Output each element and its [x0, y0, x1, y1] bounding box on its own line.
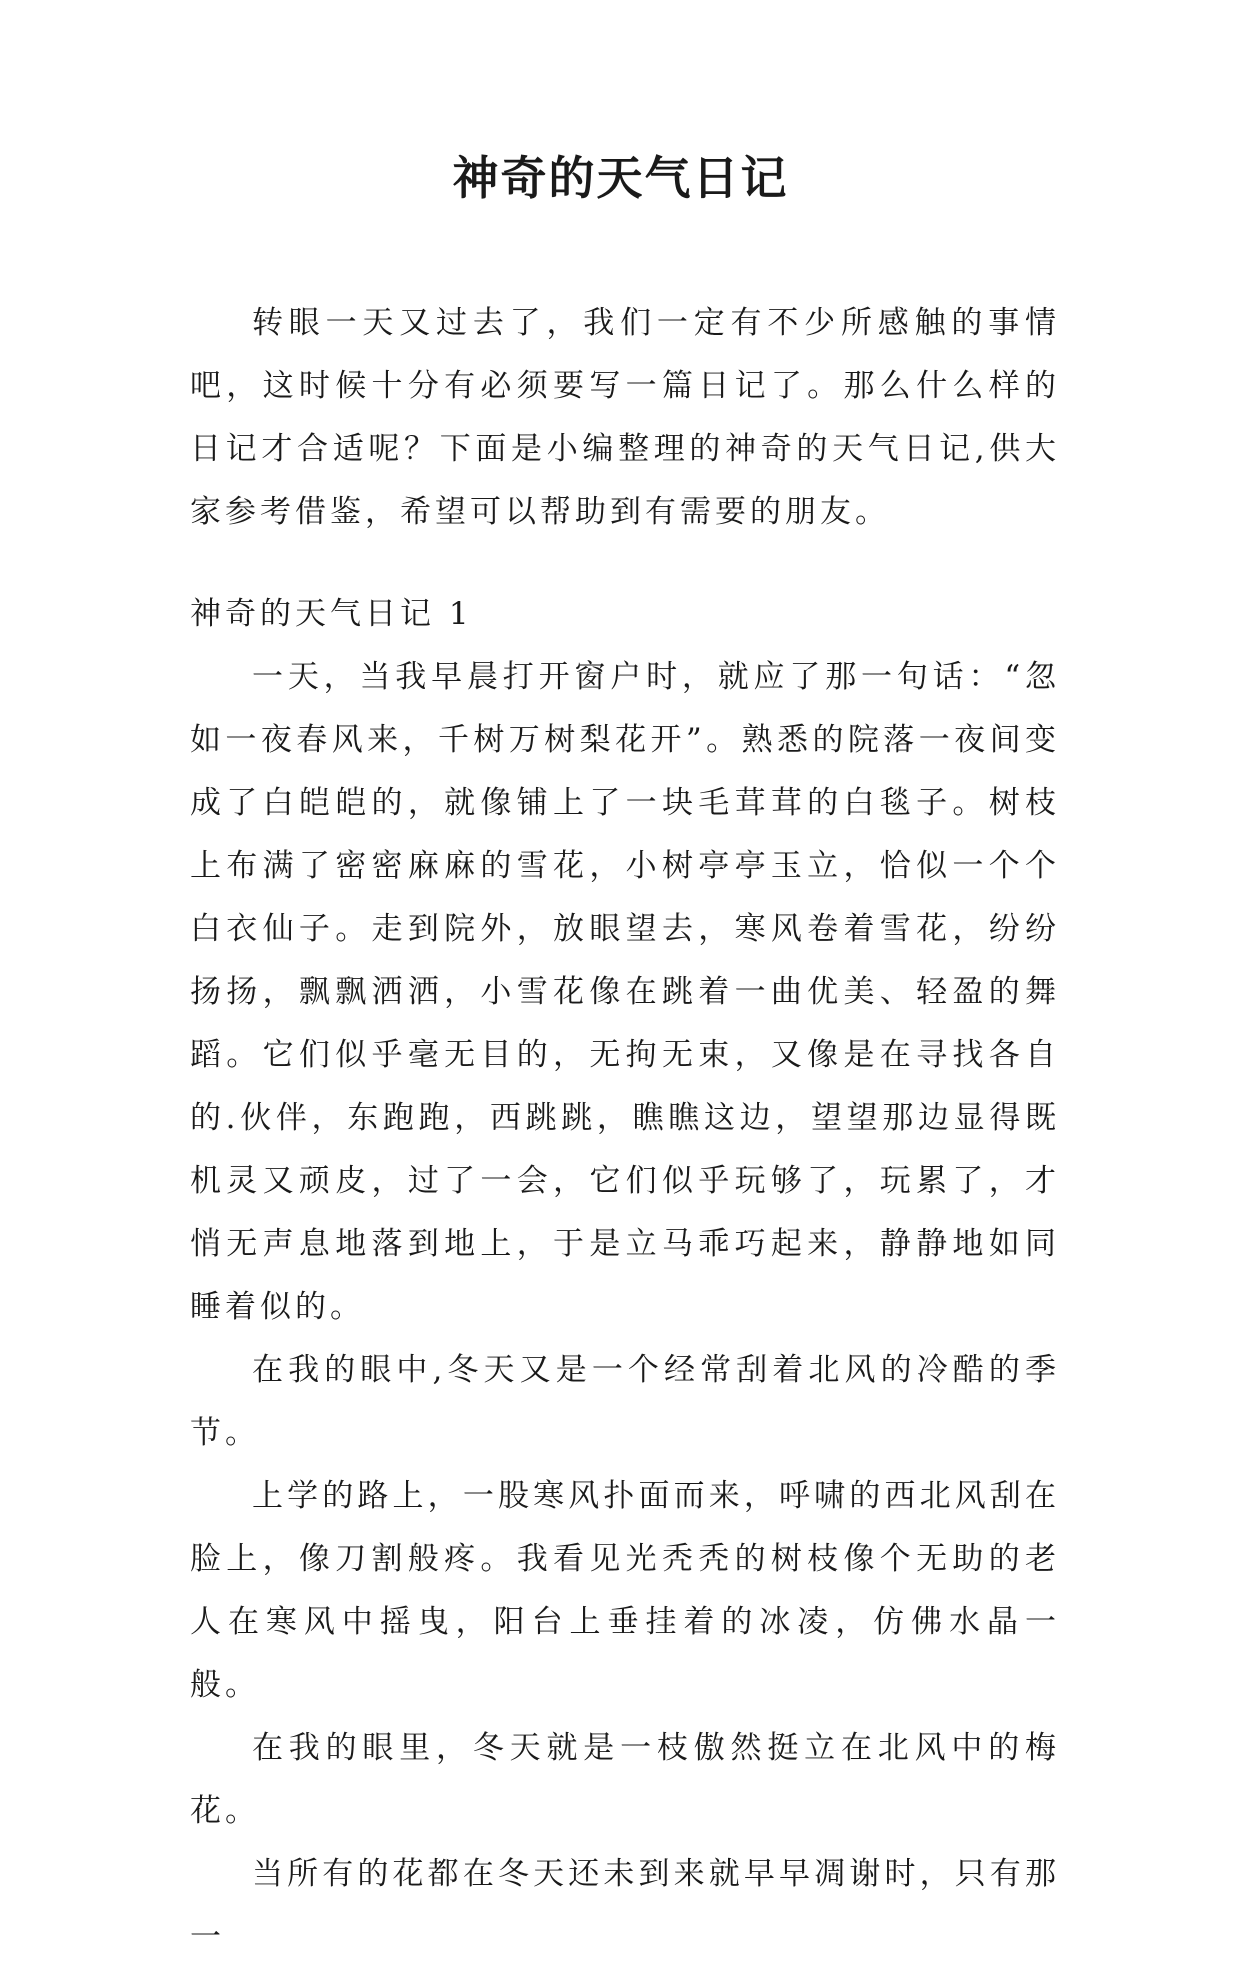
intro-paragraph: 转眼一天又过去了，我们一定有不少所感触的事情吧，这时候十分有必须要写一篇日记了。那么什么样的日记才合适呢？下面是小编整理的神奇的天气日记,供大家参考借鉴，希望可以帮助到有需要的朋友。: [190, 305, 1060, 530]
body-paragraph: 在我的眼中,冬天又是一个经常刮着北风的冷酷的季节。: [190, 1352, 1060, 1451]
body-paragraph: 上学的路上，一股寒风扑面而来，呼啸的西北风刮在脸上，像刀割般疼。我看见光秃秃的树枝像个无助的老人在寒风中摇曳，阳台上垂挂着的冰凌，仿佛水晶一般。: [190, 1478, 1060, 1703]
body-paragraph: 一天，当我早晨打开窗户时，就应了那一句话：“忽如一夜春风来，千树万树梨花开”。熟悉的院落一夜间变成了白皑皑的，就像铺上了一块毛茸茸的白毯子。树枝上布满了密密麻麻的雪花，小树亭亭玉立，恰似一个个白衣仙子。走到院外，放眼望去，寒风卷着雪花，纷纷扬扬，飘飘洒洒，小雪花像在跳着一曲优美、轻盈的舞蹈。它们似乎毫无目的，无拘无束，又像是在寻找各自的.伙伴，东跑跑，西跳跳，瞧瞧这边，望望那边显得既机灵又顽皮，过了一会，它们似乎玩够了，玩累了，才悄无声息地落到地上，于是立马乖巧起来，静静地如同睡着似的。: [190, 659, 1060, 1325]
diary-section-1: [190, 583, 1060, 1969]
intro-block: [190, 292, 1060, 544]
body-paragraph: 当所有的花都在冬天还未到来就早早凋谢时，只有那一: [190, 1856, 1060, 1955]
body-paragraph: 在我的眼里，冬天就是一枝傲然挺立在北风中的梅花。: [190, 1730, 1060, 1829]
section-heading: 神奇的天气日记 1: [190, 596, 473, 632]
document-title: 神奇的天气日记: [452, 151, 789, 205]
